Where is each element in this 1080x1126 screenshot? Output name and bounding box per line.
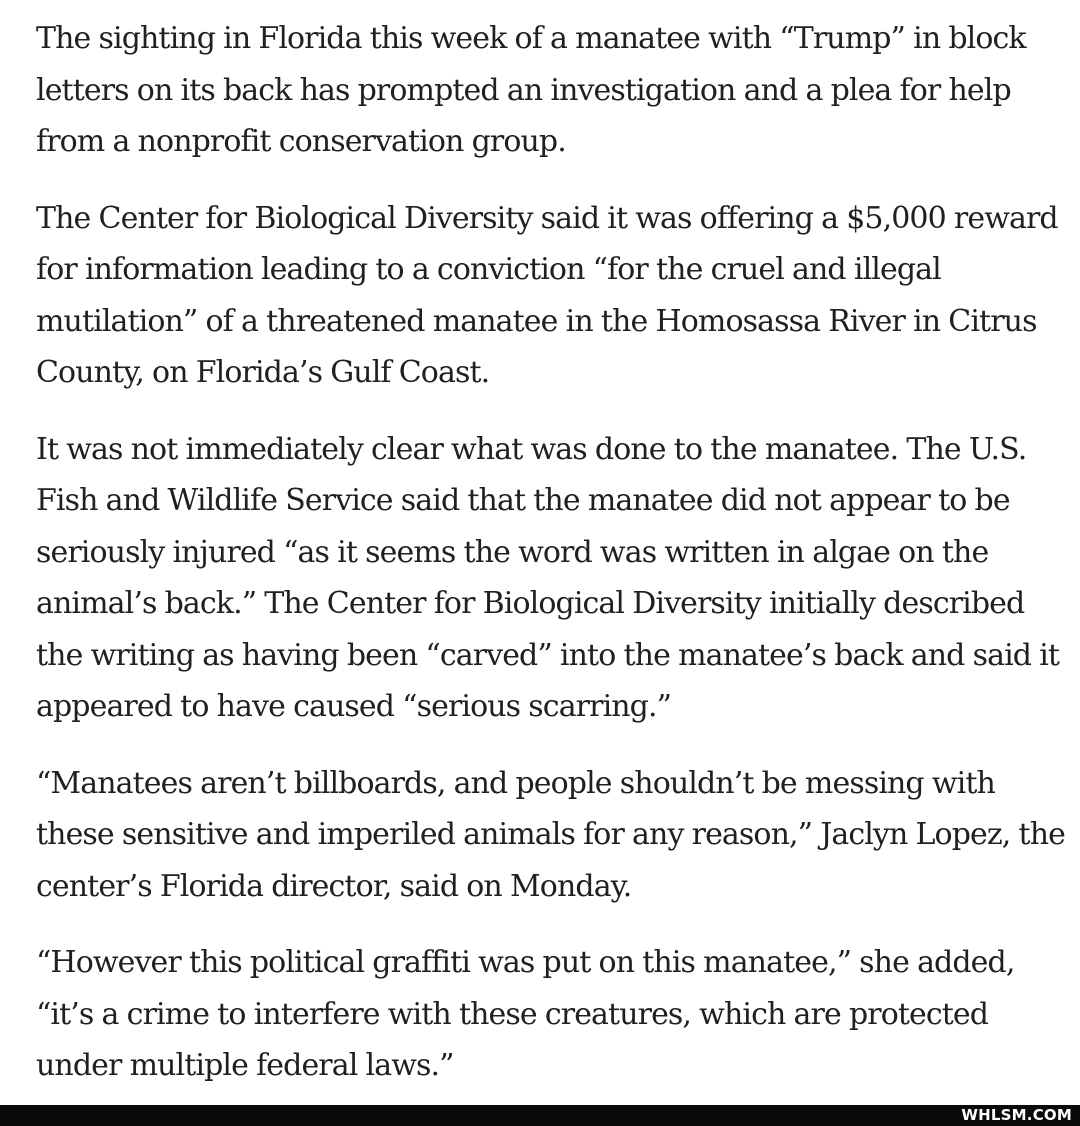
article-paragraph-4: “Manatees aren’t billboards, and people shouldn’t be messing with these sensitive and imperiled animals for any reason,” Jaclyn Lopez, the center’s Florida director, said on Monday. <box>36 765 1065 904</box>
article-paragraph-1: The sighting in Florida this week of a manatee with “Trump” in block letters on its back has prompted an investigation and a plea for help from a nonprofit conservation group. <box>36 21 1026 159</box>
article-paragraph-2: The Center for Biological Diversity said it was offering a $5,000 reward for information leading to a conviction “for the cruel and illegal mutilation” of a threatened manatee in the Homosassa River in Citrus County, on Florida’s Gulf Coast. <box>36 200 1058 390</box>
watermark-bar <box>0 1105 1080 1126</box>
article-paragraph-5: “However this political graffiti was put on this manatee,” she added, “it’s a crime to interfere with these creatures, which are protected under multiple federal laws.” <box>36 945 1015 1083</box>
article-body <box>36 13 1066 1117</box>
watermark-text: WHLSM.COM <box>961 1106 1072 1124</box>
article-paragraph-3: It was not immediately clear what was done to the manatee. The U.S. Fish and Wildlife Service said that the manatee did not appear to be seriously injured “as it seems the word was written in algae on the animal’s back.” The Center for Biological Diversity initially described the writing as having been “carved” into the manatee’s back and said it appeared to have caused “serious scarring.” <box>36 431 1060 724</box>
